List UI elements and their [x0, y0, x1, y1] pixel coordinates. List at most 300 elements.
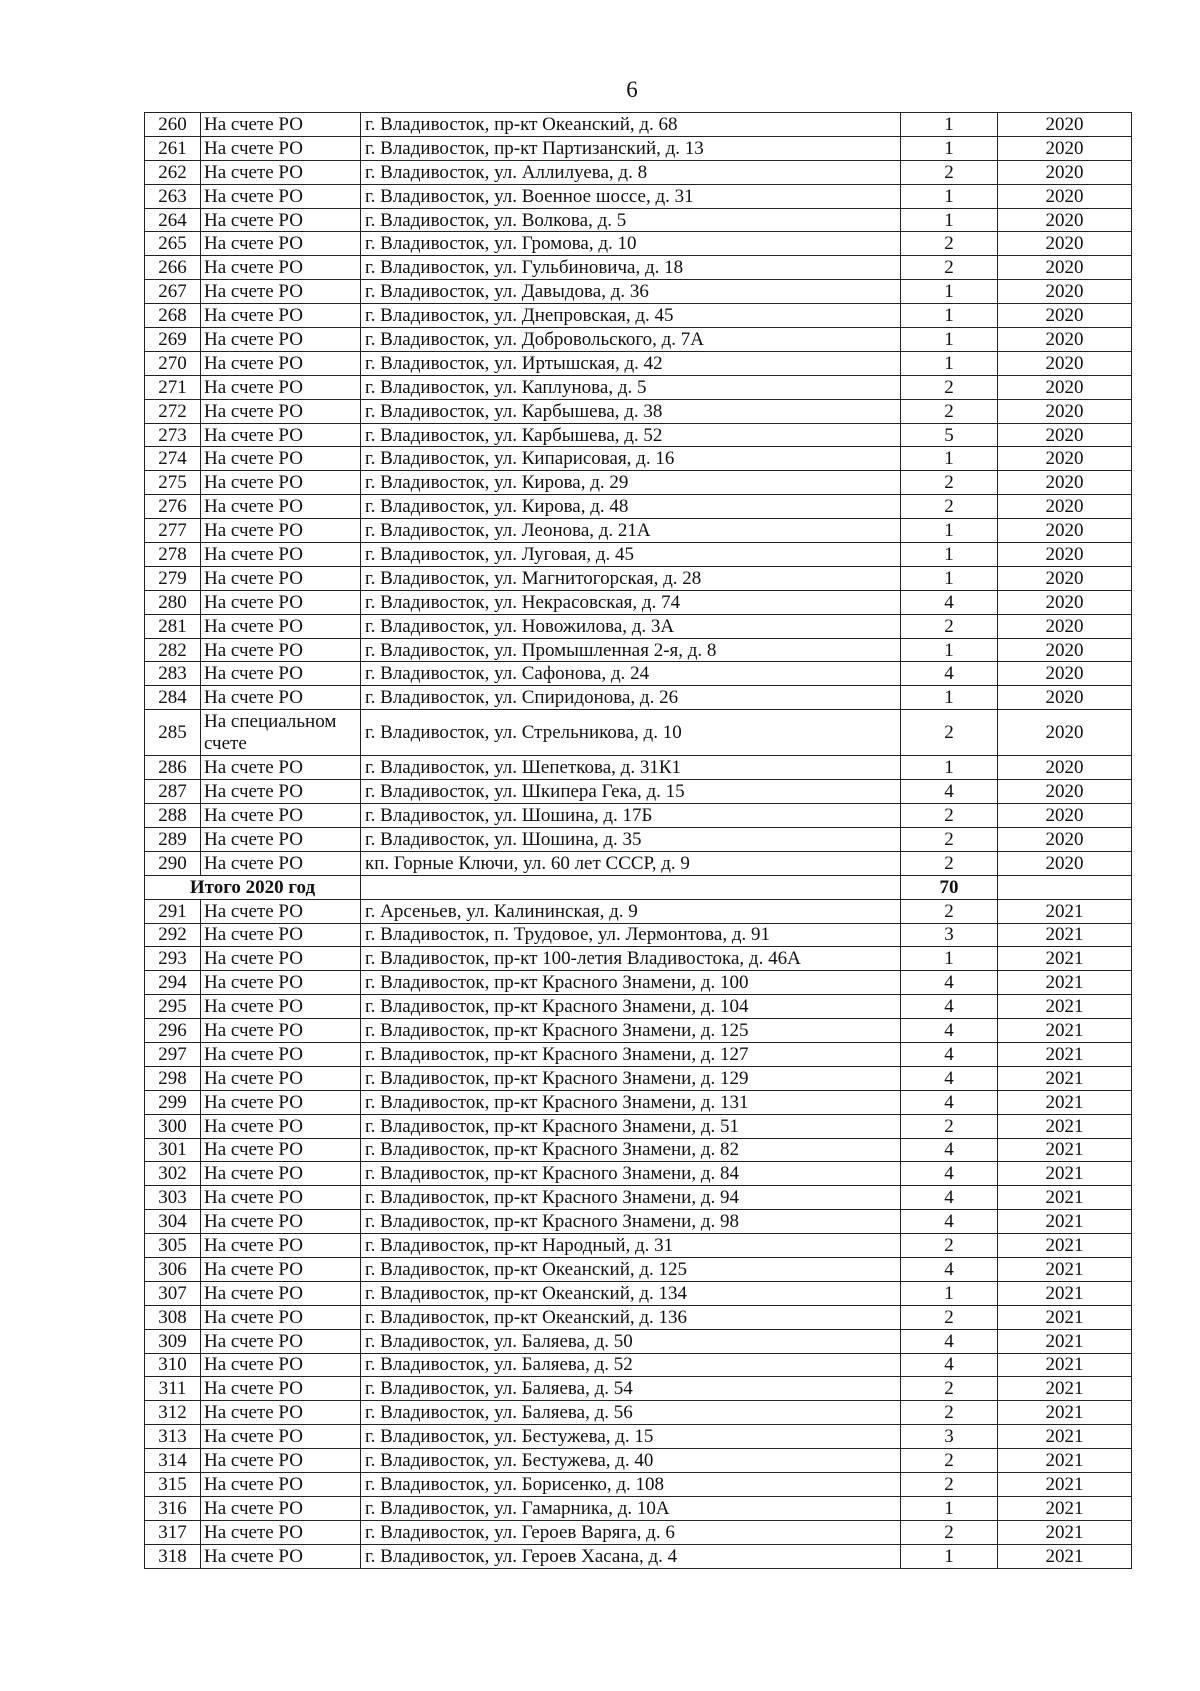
row-number: 295: [145, 995, 201, 1019]
planned-year: 2020: [998, 590, 1132, 614]
table-row: [145, 638, 1132, 662]
unit-count: 2: [901, 827, 998, 851]
planned-year: 2021: [998, 1472, 1132, 1496]
row-number: 291: [145, 899, 201, 923]
total-address-cell: [361, 875, 901, 899]
account-status: На счете РО: [201, 375, 361, 399]
building-address: г. Владивосток, ул. Гульбиновича, д. 18: [361, 256, 901, 280]
account-status: На счете РО: [201, 1472, 361, 1496]
building-address: кп. Горные Ключи, ул. 60 лет СССР, д. 9: [361, 851, 901, 875]
account-status: На счете РО: [201, 1257, 361, 1281]
account-status: На счете РО: [201, 280, 361, 304]
building-address: г. Владивосток, ул. Кипарисовая, д. 16: [361, 447, 901, 471]
unit-count: 1: [901, 184, 998, 208]
account-status: На счете РО: [201, 590, 361, 614]
row-number: 308: [145, 1305, 201, 1329]
table-row: [145, 1114, 1132, 1138]
account-status: На счете РО: [201, 1138, 361, 1162]
unit-count: 4: [901, 1353, 998, 1377]
table-row: [145, 232, 1132, 256]
unit-count: 3: [901, 1425, 998, 1449]
row-number: 290: [145, 851, 201, 875]
row-number: 312: [145, 1401, 201, 1425]
unit-count: 4: [901, 1066, 998, 1090]
planned-year: 2021: [998, 1042, 1132, 1066]
building-address: г. Владивосток, пр-кт Красного Знамени, д. 84: [361, 1162, 901, 1186]
building-address: г. Владивосток, ул. Магнитогорская, д. 28: [361, 566, 901, 590]
planned-year: 2020: [998, 304, 1132, 328]
building-address: г. Владивосток, ул. Бестужева, д. 40: [361, 1449, 901, 1473]
table-row: [145, 280, 1132, 304]
unit-count: 3: [901, 923, 998, 947]
building-address: г. Владивосток, ул. Некрасовская, д. 74: [361, 590, 901, 614]
account-status: На счете РО: [201, 208, 361, 232]
building-address: г. Владивосток, ул. Спиридонова, д. 26: [361, 686, 901, 710]
planned-year: 2020: [998, 184, 1132, 208]
account-status: На счете РО: [201, 804, 361, 828]
row-number: 269: [145, 328, 201, 352]
table-row: [145, 160, 1132, 184]
row-number: 297: [145, 1042, 201, 1066]
building-address: г. Владивосток, ул. Кирова, д. 29: [361, 471, 901, 495]
building-address: г. Владивосток, ул. Кирова, д. 48: [361, 495, 901, 519]
building-address: г. Владивосток, ул. Борисенко, д. 108: [361, 1472, 901, 1496]
building-address: г. Владивосток, пр-кт Партизанский, д. 13: [361, 136, 901, 160]
row-number: 273: [145, 423, 201, 447]
table-row: [145, 208, 1132, 232]
unit-count: 4: [901, 1090, 998, 1114]
table-row: [145, 710, 1132, 756]
account-status: На счете РО: [201, 328, 361, 352]
account-status: На счете РО: [201, 1066, 361, 1090]
account-status: На счете РО: [201, 686, 361, 710]
table-row: [145, 113, 1132, 137]
row-number: 294: [145, 971, 201, 995]
unit-count: 2: [901, 710, 998, 756]
row-number: 260: [145, 113, 201, 137]
unit-count: 1: [901, 280, 998, 304]
planned-year: 2020: [998, 280, 1132, 304]
row-number: 286: [145, 756, 201, 780]
planned-year: 2021: [998, 1138, 1132, 1162]
planned-year: 2021: [998, 1066, 1132, 1090]
building-address: г. Владивосток, ул. Аллилуева, д. 8: [361, 160, 901, 184]
row-number: 296: [145, 1019, 201, 1043]
planned-year: 2020: [998, 136, 1132, 160]
unit-count: 2: [901, 399, 998, 423]
table-row: [145, 519, 1132, 543]
account-status: На счете РО: [201, 923, 361, 947]
planned-year: 2021: [998, 1162, 1132, 1186]
unit-count: 1: [901, 947, 998, 971]
row-number: 279: [145, 566, 201, 590]
unit-count: 4: [901, 1138, 998, 1162]
planned-year: 2021: [998, 1377, 1132, 1401]
row-number: 307: [145, 1281, 201, 1305]
account-status: На счете РО: [201, 899, 361, 923]
planned-year: 2020: [998, 662, 1132, 686]
building-address: г. Владивосток, ул. Каплунова, д. 5: [361, 375, 901, 399]
row-number: 265: [145, 232, 201, 256]
table-row: [145, 1305, 1132, 1329]
building-address: г. Владивосток, пр-кт Океанский, д. 68: [361, 113, 901, 137]
planned-year: 2020: [998, 471, 1132, 495]
table-row: [145, 1210, 1132, 1234]
table-row: [145, 686, 1132, 710]
unit-count: 2: [901, 1449, 998, 1473]
planned-year: 2020: [998, 232, 1132, 256]
building-address: г. Владивосток, ул. Днепровская, д. 45: [361, 304, 901, 328]
table-row: [145, 1377, 1132, 1401]
row-number: 315: [145, 1472, 201, 1496]
row-number: 280: [145, 590, 201, 614]
row-number: 267: [145, 280, 201, 304]
unit-count: 2: [901, 1520, 998, 1544]
planned-year: 2021: [998, 971, 1132, 995]
total-row: [145, 875, 1132, 899]
unit-count: 1: [901, 756, 998, 780]
table-row: [145, 590, 1132, 614]
account-status: На счете РО: [201, 566, 361, 590]
unit-count: 4: [901, 590, 998, 614]
table-row: [145, 1496, 1132, 1520]
account-status: На счете РО: [201, 614, 361, 638]
account-status: На счете РО: [201, 113, 361, 137]
table-row: [145, 1425, 1132, 1449]
table-row: [145, 1472, 1132, 1496]
table-row: [145, 1281, 1132, 1305]
unit-count: 4: [901, 995, 998, 1019]
planned-year: 2021: [998, 1496, 1132, 1520]
unit-count: 1: [901, 638, 998, 662]
row-number: 301: [145, 1138, 201, 1162]
row-number: 268: [145, 304, 201, 328]
account-status: На счете РО: [201, 447, 361, 471]
account-status: На счете РО: [201, 519, 361, 543]
table-row: [145, 899, 1132, 923]
table-row: [145, 1449, 1132, 1473]
row-number: 278: [145, 543, 201, 567]
account-status: На счете РО: [201, 780, 361, 804]
building-address: г. Владивосток, ул. Луговая, д. 45: [361, 543, 901, 567]
building-address: г. Владивосток, п. Трудовое, ул. Лермонтова, д. 91: [361, 923, 901, 947]
table-row: [145, 256, 1132, 280]
account-status: На счете РО: [201, 1186, 361, 1210]
table-row: [145, 471, 1132, 495]
unit-count: 1: [901, 519, 998, 543]
table-row: [145, 1186, 1132, 1210]
building-address: г. Владивосток, ул. Иртышская, д. 42: [361, 351, 901, 375]
table-row: [145, 1042, 1132, 1066]
planned-year: 2020: [998, 519, 1132, 543]
unit-count: 2: [901, 804, 998, 828]
unit-count: 1: [901, 208, 998, 232]
account-status: На счете РО: [201, 495, 361, 519]
account-status: На счете РО: [201, 423, 361, 447]
unit-count: 2: [901, 1377, 998, 1401]
planned-year: 2020: [998, 328, 1132, 352]
unit-count: 4: [901, 662, 998, 686]
table-row: [145, 351, 1132, 375]
building-address: г. Владивосток, пр-кт Красного Знамени, д. 127: [361, 1042, 901, 1066]
building-address: г. Владивосток, ул. Шепеткова, д. 31К1: [361, 756, 901, 780]
unit-count: 5: [901, 423, 998, 447]
row-number: 310: [145, 1353, 201, 1377]
unit-count: 2: [901, 1472, 998, 1496]
table-row: [145, 1544, 1132, 1568]
unit-count: 4: [901, 1042, 998, 1066]
unit-count: 1: [901, 566, 998, 590]
unit-count: 1: [901, 1496, 998, 1520]
unit-count: 2: [901, 1305, 998, 1329]
row-number: 313: [145, 1425, 201, 1449]
building-address: г. Владивосток, ул. Карбышева, д. 52: [361, 423, 901, 447]
building-address: г. Владивосток, ул. Леонова, д. 21А: [361, 519, 901, 543]
unit-count: 1: [901, 686, 998, 710]
row-number: 288: [145, 804, 201, 828]
row-number: 318: [145, 1544, 201, 1568]
planned-year: 2020: [998, 160, 1132, 184]
planned-year: 2021: [998, 1257, 1132, 1281]
row-number: 270: [145, 351, 201, 375]
table-row: [145, 1138, 1132, 1162]
planned-year: 2020: [998, 208, 1132, 232]
row-number: 302: [145, 1162, 201, 1186]
row-number: 285: [145, 710, 201, 756]
unit-count: 1: [901, 113, 998, 137]
planned-year: 2021: [998, 899, 1132, 923]
account-status: На счете РО: [201, 1281, 361, 1305]
unit-count: 2: [901, 471, 998, 495]
building-address: г. Владивосток, пр-кт Красного Знамени, д. 100: [361, 971, 901, 995]
account-status: На счете РО: [201, 947, 361, 971]
unit-count: 2: [901, 1234, 998, 1258]
table-row: [145, 1520, 1132, 1544]
planned-year: 2021: [998, 1090, 1132, 1114]
planned-year: 2021: [998, 1186, 1132, 1210]
row-number: 309: [145, 1329, 201, 1353]
building-address: г. Владивосток, ул. Стрельникова, д. 10: [361, 710, 901, 756]
row-number: 274: [145, 447, 201, 471]
building-address: г. Владивосток, пр-кт Красного Знамени, д. 131: [361, 1090, 901, 1114]
table-row: [145, 780, 1132, 804]
table-row: [145, 1329, 1132, 1353]
account-status: На счете РО: [201, 1042, 361, 1066]
planned-year: 2021: [998, 995, 1132, 1019]
unit-count: 1: [901, 1281, 998, 1305]
account-status: На счете РО: [201, 1019, 361, 1043]
account-status: На счете РО: [201, 184, 361, 208]
building-address: г. Владивосток, ул. Военное шоссе, д. 31: [361, 184, 901, 208]
building-address: г. Владивосток, ул. Баляева, д. 50: [361, 1329, 901, 1353]
unit-count: 2: [901, 1401, 998, 1425]
building-address: г. Владивосток, пр-кт Океанский, д. 125: [361, 1257, 901, 1281]
planned-year: 2021: [998, 1520, 1132, 1544]
planned-year: 2021: [998, 1234, 1132, 1258]
building-address: г. Владивосток, пр-кт Красного Знамени, д. 51: [361, 1114, 901, 1138]
account-status: На счете РО: [201, 136, 361, 160]
building-address: г. Владивосток, ул. Шошина, д. 17Б: [361, 804, 901, 828]
table-row: [145, 1066, 1132, 1090]
table-row: [145, 947, 1132, 971]
building-address: г. Владивосток, ул. Героев Хасана, д. 4: [361, 1544, 901, 1568]
table-row: [145, 1257, 1132, 1281]
row-number: 287: [145, 780, 201, 804]
planned-year: 2021: [998, 1114, 1132, 1138]
planned-year: 2020: [998, 756, 1132, 780]
unit-count: 4: [901, 1257, 998, 1281]
account-status: На счете РО: [201, 232, 361, 256]
building-address: г. Владивосток, ул. Добровольского, д. 7А: [361, 328, 901, 352]
planned-year: 2021: [998, 1353, 1132, 1377]
building-address: г. Владивосток, ул. Героев Варяга, д. 6: [361, 1520, 901, 1544]
unit-count: 1: [901, 351, 998, 375]
building-address: г. Владивосток, ул. Новожилова, д. 3А: [361, 614, 901, 638]
table-row: [145, 1090, 1132, 1114]
account-status: На счете РО: [201, 827, 361, 851]
planned-year: 2020: [998, 686, 1132, 710]
unit-count: 2: [901, 899, 998, 923]
account-status: На счете РО: [201, 662, 361, 686]
row-number: 317: [145, 1520, 201, 1544]
row-number: 314: [145, 1449, 201, 1473]
table-row: [145, 662, 1132, 686]
account-status: На счете РО: [201, 1353, 361, 1377]
account-status: На счете РО: [201, 1210, 361, 1234]
row-number: 261: [145, 136, 201, 160]
planned-year: 2021: [998, 947, 1132, 971]
unit-count: 4: [901, 1329, 998, 1353]
planned-year: 2021: [998, 923, 1132, 947]
planned-year: 2020: [998, 804, 1132, 828]
account-status: На счете РО: [201, 399, 361, 423]
building-address: г. Владивосток, ул. Давыдова, д. 36: [361, 280, 901, 304]
row-number: 262: [145, 160, 201, 184]
row-number: 283: [145, 662, 201, 686]
account-status: На счете РО: [201, 756, 361, 780]
table-row: [145, 399, 1132, 423]
building-address: г. Владивосток, ул. Шошина, д. 35: [361, 827, 901, 851]
building-address: г. Владивосток, пр-кт Красного Знамени, д. 104: [361, 995, 901, 1019]
table-row: [145, 423, 1132, 447]
row-number: 298: [145, 1066, 201, 1090]
account-status: На счете РО: [201, 1401, 361, 1425]
account-status: На счете РО: [201, 160, 361, 184]
account-status: На счете РО: [201, 1234, 361, 1258]
total-label: Итого 2020 год: [145, 875, 361, 899]
unit-count: 4: [901, 971, 998, 995]
table-row: [145, 328, 1132, 352]
unit-count: 2: [901, 851, 998, 875]
table-row: [145, 495, 1132, 519]
table-row: [145, 375, 1132, 399]
table-row: [145, 1353, 1132, 1377]
account-status: На счете РО: [201, 1162, 361, 1186]
account-status: На счете РО: [201, 1520, 361, 1544]
building-address: г. Арсеньев, ул. Калининская, д. 9: [361, 899, 901, 923]
building-address: г. Владивосток, ул. Гамарника, д. 10А: [361, 1496, 901, 1520]
unit-count: 2: [901, 232, 998, 256]
account-status: На счете РО: [201, 1544, 361, 1568]
table-row: [145, 995, 1132, 1019]
building-address: г. Владивосток, ул. Промышленная 2-я, д. 8: [361, 638, 901, 662]
planned-year: 2021: [998, 1305, 1132, 1329]
planned-year: 2020: [998, 614, 1132, 638]
unit-count: 1: [901, 328, 998, 352]
planned-year: 2021: [998, 1329, 1132, 1353]
row-number: 305: [145, 1234, 201, 1258]
row-number: 292: [145, 923, 201, 947]
planned-year: 2020: [998, 351, 1132, 375]
row-number: 316: [145, 1496, 201, 1520]
unit-count: 1: [901, 447, 998, 471]
planned-year: 2021: [998, 1281, 1132, 1305]
account-status: На счете РО: [201, 851, 361, 875]
account-status: На счете РО: [201, 638, 361, 662]
planned-year: 2020: [998, 113, 1132, 137]
row-number: 275: [145, 471, 201, 495]
unit-count: 1: [901, 136, 998, 160]
row-number: 281: [145, 614, 201, 638]
row-number: 284: [145, 686, 201, 710]
row-number: 304: [145, 1210, 201, 1234]
account-status: На счете РО: [201, 1496, 361, 1520]
table-row: [145, 1019, 1132, 1043]
building-address: г. Владивосток, пр-кт Красного Знамени, д. 125: [361, 1019, 901, 1043]
building-address: г. Владивосток, ул. Громова, д. 10: [361, 232, 901, 256]
row-number: 311: [145, 1377, 201, 1401]
planned-year: 2020: [998, 851, 1132, 875]
building-address: г. Владивосток, пр-кт Красного Знамени, д. 94: [361, 1186, 901, 1210]
planned-year: 2020: [998, 256, 1132, 280]
row-number: 300: [145, 1114, 201, 1138]
account-status: На счете РО: [201, 256, 361, 280]
planned-year: 2021: [998, 1544, 1132, 1568]
table-row: [145, 827, 1132, 851]
row-number: 277: [145, 519, 201, 543]
unit-count: 4: [901, 1210, 998, 1234]
building-address: г. Владивосток, ул. Баляева, д. 54: [361, 1377, 901, 1401]
planned-year: 2020: [998, 566, 1132, 590]
row-number: 303: [145, 1186, 201, 1210]
planned-year: 2020: [998, 827, 1132, 851]
building-address: г. Владивосток, пр-кт Океанский, д. 136: [361, 1305, 901, 1329]
planned-year: 2021: [998, 1425, 1132, 1449]
table-row: [145, 923, 1132, 947]
unit-count: 1: [901, 1544, 998, 1568]
account-status: На счете РО: [201, 471, 361, 495]
account-status: На счете РО: [201, 304, 361, 328]
row-number: 293: [145, 947, 201, 971]
unit-count: 4: [901, 1186, 998, 1210]
planned-year: 2021: [998, 1449, 1132, 1473]
building-address: г. Владивосток, ул. Волкова, д. 5: [361, 208, 901, 232]
row-number: 299: [145, 1090, 201, 1114]
unit-count: 1: [901, 543, 998, 567]
planned-year: 2020: [998, 495, 1132, 519]
planned-year: 2021: [998, 1210, 1132, 1234]
row-number: 289: [145, 827, 201, 851]
table-row: [145, 136, 1132, 160]
unit-count: 4: [901, 1019, 998, 1043]
table-row: [145, 1234, 1132, 1258]
account-status: На счете РО: [201, 1305, 361, 1329]
account-status: На счете РО: [201, 543, 361, 567]
account-status: На специальном счете: [201, 710, 361, 756]
planned-year: 2020: [998, 375, 1132, 399]
building-address: г. Владивосток, ул. Баляева, д. 56: [361, 1401, 901, 1425]
unit-count: 2: [901, 160, 998, 184]
